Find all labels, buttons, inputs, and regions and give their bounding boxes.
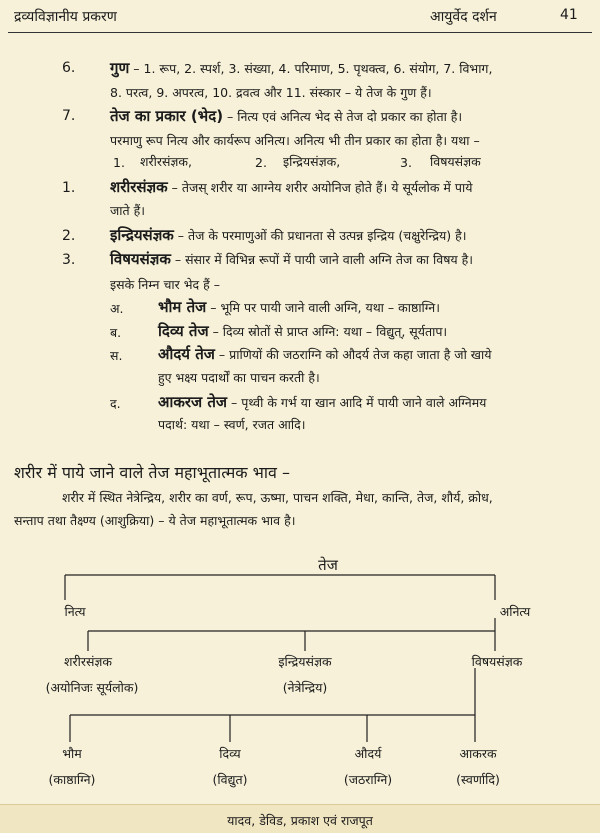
item-7-text: – नित्य एवं अनित्य भेद से तेज दो प्रकार का होता है। <box>223 109 463 124</box>
item-7-sub-1-label: शरीरसंज्ञक, <box>140 154 192 169</box>
type-1-term: शरीरसंज्ञक <box>110 178 168 196</box>
item-6-line-2: 8. परत्व, 9. अपरत्व, 10. द्रवत्व और 11. संस्कार – ये तेज के गुण हैं। <box>110 85 432 100</box>
subtype-d-term: आकरज तेज <box>158 393 228 411</box>
footer-bar <box>0 804 600 833</box>
tree-leaf-akaraka: आकरक <box>459 746 497 761</box>
item-6-text: – 1. रूप, 2. स्पर्श, 3. संख्या, 4. परिमाण, 5. पृथक्त्व, 6. संयोग, 7. विभाग, <box>129 61 493 76</box>
section-heading: शरीर में पाये जाने वाले तेज महाभूतात्मक भाव – <box>14 463 291 482</box>
page-number: 41 <box>560 7 578 23</box>
subtype-d-letter: द. <box>110 396 121 411</box>
tree-leaf-bhauma-sub: (काष्ठाग्नि) <box>48 772 96 787</box>
four-types-intro: इसके निम्न चार भेद हैं – <box>110 277 220 292</box>
subtype-b-term: दिव्य तेज <box>158 322 209 340</box>
type-3-term: विषयसंज्ञक <box>110 250 171 268</box>
subtype-c-term: औदर्य तेज <box>158 345 215 363</box>
tree-root-teja: तेज <box>318 556 338 574</box>
tree-node-vishaya: विषयसंज्ञक <box>471 654 523 669</box>
type-3-number: 3. <box>62 252 76 268</box>
tree-node-indriya-sub: (नेत्रेन्द्रिय) <box>282 680 328 695</box>
type-1-number: 1. <box>62 180 76 196</box>
item-7-sub-3-number: 3. <box>400 155 412 170</box>
header-right-title: आयुर्वेद दर्शन <box>430 9 497 25</box>
subtype-b-letter: ब. <box>110 325 122 340</box>
footer-authors: यादव, डेविड, प्रकाश एवं राजपूत <box>227 813 373 828</box>
item-7-sub-2-label: इन्द्रियसंज्ञक, <box>283 154 341 169</box>
subtype-b-text: – दिव्य स्रोतों से प्राप्त अग्नि: यथा – विद्युत्, सूर्यताप। <box>208 324 448 339</box>
subtype-c-line-2: हुए भक्ष्य पदार्थों का पाचन करती है। <box>158 370 320 385</box>
tree-leaf-audarya: औदर्य <box>354 746 382 761</box>
subtype-d-text: – पृथ्वी के गर्भ या खान आदि में पायी जाने वाले अग्निमय <box>227 395 487 410</box>
tree-leaf-divya: दिव्य <box>219 746 241 761</box>
tree-node-nitya: नित्य <box>64 604 86 619</box>
item-7-sub-1-number: 1. <box>113 155 125 170</box>
type-1-text: – तेजस् शरीर या आग्नेय शरीर अयोनिज होते हैं। ये सूर्यलोक में पाये <box>167 180 473 195</box>
tree-node-anitya: अनित्य <box>499 604 531 619</box>
tree-leaf-audarya-sub: (जठराग्नि) <box>343 772 393 787</box>
type-2-text: – तेज के परमाणुओं की प्रधानता से उत्पन्न इन्द्रिय (चक्षुरेन्द्रिय) है। <box>173 228 467 243</box>
type-2-term: इन्द्रियसंज्ञक <box>110 226 174 244</box>
section-paragraph-line-2: सन्ताप तथा तैक्ष्ण्य (आशुक्रिया) – ये तेज महाभूतात्मक भाव है। <box>14 513 296 528</box>
item-7-line-2: परमाणु रूप नित्य और कार्यरूप अनित्य। अनित्य भी तीन प्रकार का होता है। यथा – <box>110 133 480 148</box>
subtype-d-line-2: पदार्थ: यथा – स्वर्ण, रजत आदि। <box>158 417 306 432</box>
tree-leaf-bhauma: भौम <box>62 746 82 761</box>
item-7-sub-3-label: विषयसंज्ञक <box>430 154 481 169</box>
subtype-c-letter: स. <box>110 348 123 363</box>
item-6-term: गुण <box>110 59 130 77</box>
tree-leaf-divya-sub: (विद्युत) <box>212 772 248 787</box>
tree-node-indriya: इन्द्रियसंज्ञक <box>278 654 332 669</box>
type-2-number: 2. <box>62 228 76 244</box>
tree-leaf-akaraka-sub: (स्वर्णादि) <box>456 772 500 787</box>
tree-node-sharira: शरीरसंज्ञक <box>63 654 113 669</box>
section-paragraph-line-1: शरीर में स्थित नेत्रेन्द्रिय, शरीर का वर्ण, रूप, ऊष्मा, पाचन शक्ति, मेधा, कान्ति, तेज, शौर्य, क्रोध, <box>62 490 493 505</box>
item-6-number: 6. <box>62 60 76 76</box>
item-7-term: तेज का प्रकार (भेद) <box>110 107 224 125</box>
item-7-number: 7. <box>62 108 76 124</box>
subtype-a-text: – भूमि पर पायी जाने वाली अग्नि, यथा – काष्ठाग्नि। <box>206 300 440 315</box>
type-3-text: – संसार में विभिन्न रूपों में पायी जाने वाली अग्नि तेज का विषय है। <box>170 252 474 267</box>
subtype-a-term: भौम तेज <box>158 298 207 316</box>
type-1-line-2: जाते हैं। <box>110 203 145 218</box>
subtype-a-letter: अ. <box>110 301 124 316</box>
header-left-title: द्रव्यविज्ञानीय प्रकरण <box>14 9 117 25</box>
subtype-c-text: – प्राणियों की जठराग्नि को औदर्य तेज कहा जाता है जो खाये <box>214 347 492 362</box>
item-7-sub-2-number: 2. <box>255 155 267 170</box>
tree-node-sharira-sub: (अयोनिजः सूर्यलोक) <box>45 680 139 695</box>
